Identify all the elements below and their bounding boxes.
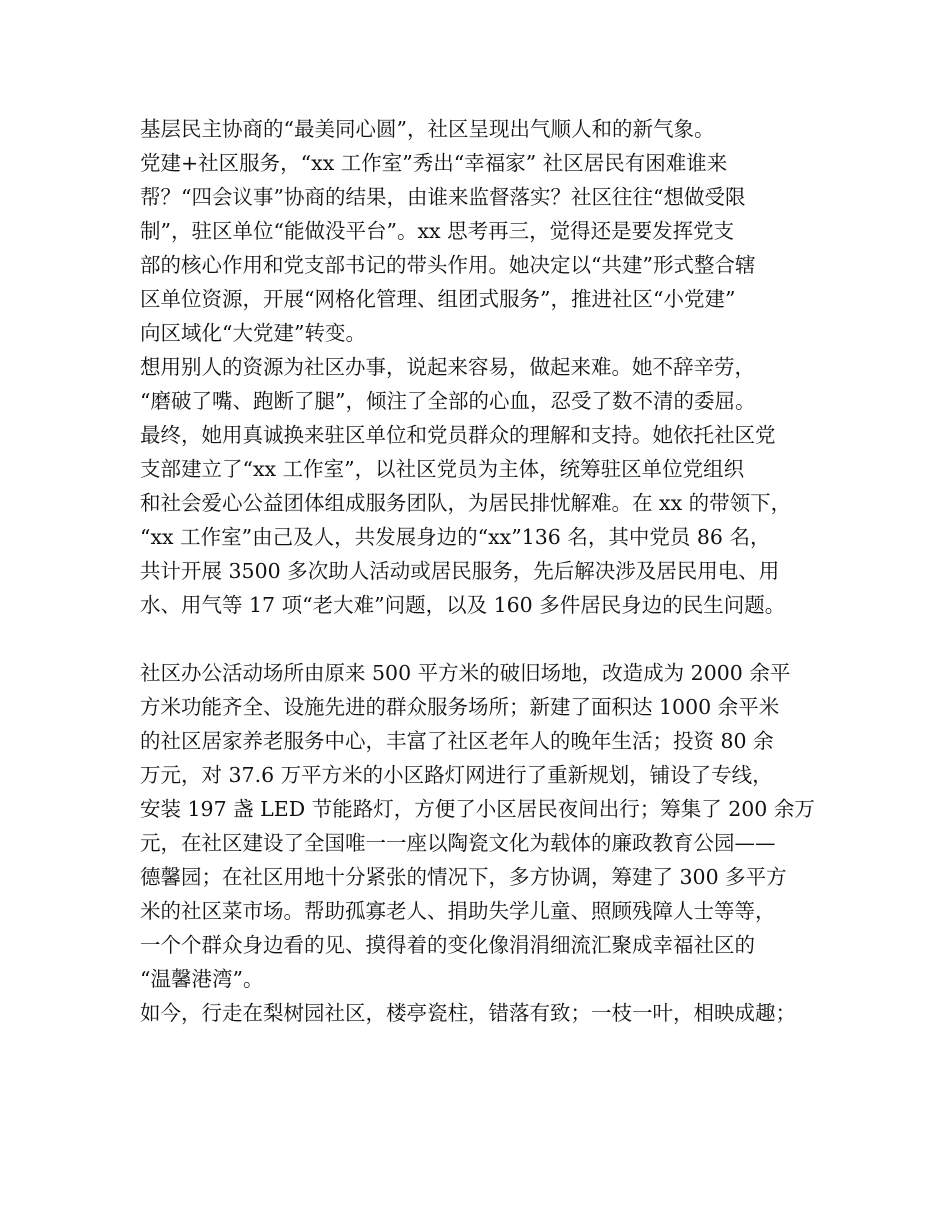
body-text xyxy=(140,112,840,1030)
text-line: 最终，她用真诚换来驻区单位和党员群众的理解和支持。她依托社区党 xyxy=(140,423,776,447)
text-line: 水、用气等 17 项“老大难”问题，以及 160 多件居民身边的民生问题。 xyxy=(140,593,786,617)
text-line: 和社会爱心公益团体组成服务团队，为居民排忧解难。在 xx 的带领下， xyxy=(140,491,792,515)
text-line: 共计开展 3500 多次助人活动或居民服务，先后解决涉及居民用电、用 xyxy=(140,559,780,583)
text-line: “温馨港湾”。 xyxy=(140,967,264,991)
text-line: 元，在社区建设了全国唯一一座以陶瓷文化为载体的廉政教育公园—— xyxy=(140,831,776,855)
text-line: 社区办公活动场所由原来 500 平方米的破旧场地，改造成为 2000 余平 xyxy=(140,661,791,685)
text-line: “xx 工作室”由己及人，共发展身边的“xx”136 名，其中党员 86 名， xyxy=(140,525,771,549)
text-line: 万元，对 37.6 万平方米的小区路灯网进行了重新规划，铺设了专线， xyxy=(140,763,773,787)
text-line: 支部建立了“xx 工作室”，以社区党员为主体，统筹驻区单位党组织 xyxy=(140,457,745,481)
text-line: 区单位资源，开展“网格化管理、组团式服务”，推进社区“小党建” xyxy=(140,287,736,311)
text-line: 德馨园；在社区用地十分紧张的情况下，多方协调，筹建了 300 多平方 xyxy=(140,865,787,889)
text-line: 米的社区菜市场。帮助孤寡老人、捐助失学儿童、照顾残障人士等等， xyxy=(140,899,776,923)
text-line: 帮？“四会议事”协商的结果，由谁来监督落实？社区往往“想做受限 xyxy=(140,185,746,209)
text-line: 方米功能齐全、设施先进的群众服务场所；新建了面积达 1000 余平米 xyxy=(140,695,780,719)
text-line: 想用别人的资源为社区办事，说起来容易，做起来难。她不辞辛劳， xyxy=(140,355,755,379)
text-line: 党建+社区服务，“xx 工作室”秀出“幸福家” 社区居民有困难谁来 xyxy=(140,151,728,175)
text-line: “磨破了嘴、跑断了腿”，倾注了全部的心血，忍受了数不清的委屈。 xyxy=(140,389,756,413)
blank-line xyxy=(140,622,840,656)
text-line: 制”，驻区单位“能做没平台”。xx 思考再三，觉得还是要发挥党支 xyxy=(140,219,735,243)
text-line: 一个个群众身边看的见、摸得着的变化像涓涓细流汇聚成幸福社区的 xyxy=(140,933,755,957)
text-line: 基层民主协商的“最美同心圆”，社区呈现出气顺人和的新气象。 xyxy=(140,117,715,141)
text-line: 向区域化“大党建”转变。 xyxy=(140,321,366,345)
text-line: 如今，行走在梨树园社区，楼亭瓷柱，错落有致；一枝一叶，相映成趣； xyxy=(140,1001,796,1025)
text-line: 部的核心作用和党支部书记的带头作用。她决定以“共建”形式整合辖 xyxy=(140,253,756,277)
text-line: 安装 197 盏 LED 节能路灯，方便了小区居民夜间出行；筹集了 200 余万 xyxy=(140,797,815,821)
text-line: 的社区居家养老服务中心，丰富了社区老年人的晚年生活；投资 80 余 xyxy=(140,729,774,753)
